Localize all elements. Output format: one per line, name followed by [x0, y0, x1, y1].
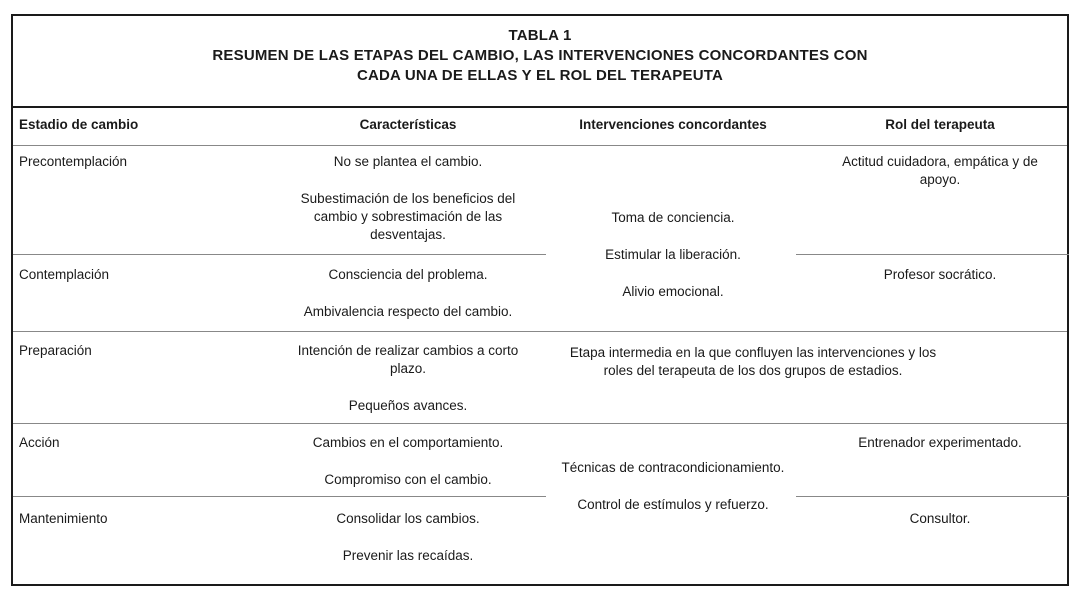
stage-action: Acción	[19, 435, 60, 450]
role-precontemplation: Actitud cuidadora, empática y de apoyo.	[842, 154, 1038, 187]
characteristic: Pequeños avances.	[348, 398, 468, 413]
characteristic: Consolidar los cambios.	[336, 511, 480, 526]
characteristic: Ambivalencia respecto del cambio.	[303, 304, 513, 319]
intervention: Toma de conciencia.	[611, 210, 735, 225]
intervention: Estimular la liberación.	[605, 247, 741, 262]
interventions-early	[548, 209, 798, 301]
characteristics-preparation	[288, 342, 528, 415]
row-rule-1-left	[13, 254, 546, 255]
intervention: Control de estímulos y refuerzo.	[577, 497, 769, 512]
characteristic: No se plantea el cambio.	[333, 154, 483, 169]
table-frame	[11, 14, 1069, 586]
preparation-shared-note: Etapa intermedia en la que confluyen las intervenciones y los roles del terapeuta de los dos grupos de estadios.	[569, 345, 937, 378]
characteristic: Compromiso con el cambio.	[324, 472, 492, 487]
header-role: Rol del terapeuta	[885, 117, 995, 132]
stage-precontemplation: Precontemplación	[19, 154, 128, 169]
row-rule-3	[13, 423, 1067, 424]
row-rule-1-right	[796, 254, 1069, 255]
role-contemplation: Profesor socrático.	[883, 267, 997, 282]
header-stage: Estadio de cambio	[19, 117, 139, 132]
row-rule-4-right	[796, 496, 1069, 497]
characteristic: Prevenir las recaídas.	[342, 548, 474, 563]
table-title-line-1: RESUMEN DE LAS ETAPAS DEL CAMBIO, LAS INTERVENCIONES CONCORDANTES CON	[212, 47, 868, 64]
role-maintenance: Consultor.	[909, 511, 971, 526]
characteristic: Cambios en el comportamiento.	[312, 435, 504, 450]
header-interventions: Intervenciones concordantes	[579, 117, 767, 132]
header-characteristics: Características	[359, 117, 457, 132]
characteristic: Consciencia del problema.	[328, 267, 488, 282]
stage-contemplation: Contemplación	[19, 267, 110, 282]
intervention: Técnicas de contracondicionamiento.	[561, 460, 785, 475]
header-rule	[13, 145, 1067, 146]
table-title-block	[13, 16, 1067, 108]
row-rule-4-left	[13, 496, 546, 497]
table-title-line-2: CADA UNA DE ELLAS Y EL ROL DEL TERAPEUTA	[356, 67, 724, 84]
characteristics-contemplation	[288, 266, 528, 321]
interventions-late	[533, 459, 813, 514]
role-action: Entrenador experimentado.	[858, 435, 1022, 450]
row-rule-2	[13, 331, 1067, 332]
table-number: TABLA 1	[508, 27, 572, 44]
intervention: Alivio emocional.	[622, 284, 724, 299]
stage-maintenance: Mantenimiento	[19, 511, 108, 526]
characteristics-maintenance	[288, 510, 528, 565]
characteristic: Subestimación de los beneficios del cambio y sobrestimación de las desventajas.	[300, 191, 516, 242]
characteristic: Intención de realizar cambios a corto plazo.	[297, 343, 519, 376]
stage-preparation: Preparación	[19, 343, 92, 358]
characteristics-action	[288, 434, 528, 489]
characteristics-precontemplation	[288, 153, 528, 244]
